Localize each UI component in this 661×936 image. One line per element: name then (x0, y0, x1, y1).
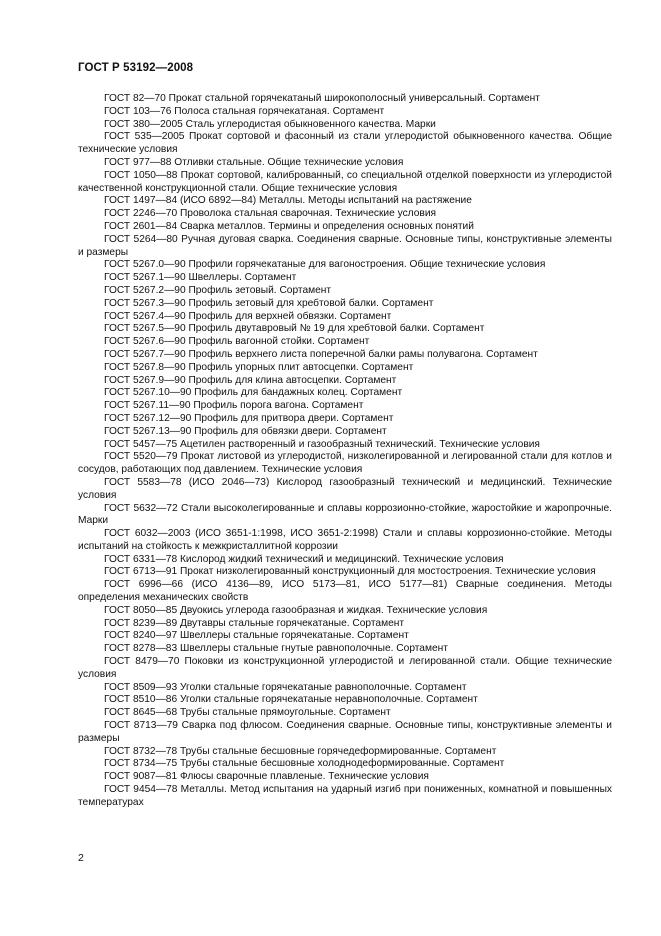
reference-item: ГОСТ 6996—66 (ИСО 4136—89, ИСО 5173—81, ИСО 5177—81) Сварные соединения. Методы определения механических свойств (78, 579, 612, 604)
reference-item: ГОСТ 5267.4—90 Профиль для верхней обвязки. Сортамент (104, 310, 392, 322)
reference-item: ГОСТ 5267.9—90 Профиль для клина автосцепки. Сортамент (104, 374, 397, 386)
reference-item: ГОСТ 9454—78 Металлы. Метод испытания на ударный изгиб при пониженных, комнатной и повышенных температурах (78, 784, 612, 808)
reference-item: ГОСТ 977—88 Отливки стальные. Общие технические условия (104, 156, 404, 168)
reference-item: ГОСТ 5583—78 (ИСО 2046—73) Кислород газообразный технический и медицинский. Технические условия (78, 476, 612, 501)
reference-item: ГОСТ 6331—78 Кислород жидкий технический и медицинский. Технические условия (104, 553, 504, 565)
reference-item: ГОСТ 8645—68 Трубы стальные прямоугольные. Сортамент (104, 707, 391, 719)
reference-item: ГОСТ 8239—89 Двутавры стальные горячекатаные. Сортамент (104, 617, 405, 629)
reference-item: ГОСТ 8509—93 Уголки стальные горячекатаные равнополочные. Сортамент (104, 681, 467, 693)
reference-item: ГОСТ 5267.5—90 Профиль двутавровый № 19 для хребтовой балки. Сортамент (104, 323, 485, 335)
page-number: 2 (78, 852, 84, 864)
reference-item: ГОСТ 1497—84 (ИСО 6892—84) Металлы. Методы испытаний на растяжение (104, 195, 472, 207)
document-header: ГОСТ Р 53192—2008 (78, 62, 194, 74)
reference-item: ГОСТ 8050—85 Двуокись углерода газообразная и жидкая. Технические условия (104, 604, 488, 616)
reference-item: ГОСТ 103—76 Полоса стальная горячекатаная. Сортамент (104, 105, 385, 117)
reference-item: ГОСТ 6032—2003 (ИСО 3651-1:1998, ИСО 3651-2:1998) Стали и сплавы коррозионно-стойкие. Методы испытаний на стойкость к межкристаллитной коррозии (78, 528, 612, 552)
reference-item: ГОСТ 8240—97 Швеллеры стальные горячекатаные. Сортамент (104, 630, 409, 642)
reference-item: ГОСТ 5632—72 Стали высоколегированные и сплавы коррозионно-стойкие, жаростойкие и жаропрочные. Марки (78, 502, 612, 527)
reference-item: ГОСТ 5267.3—90 Профиль зетовый для хребтовой балки. Сортамент (104, 297, 434, 309)
references-list (78, 93, 612, 810)
reference-item: ГОСТ 5267.2—90 Профиль зетовый. Сортамент (104, 284, 332, 296)
reference-item: ГОСТ 5267.6—90 Профиль вагонной стойки. Сортамент (104, 336, 370, 348)
reference-item: ГОСТ 5267.0—90 Профили горячекатаные для вагоностроения. Общие технические условия (104, 259, 546, 271)
reference-item: ГОСТ 9087—81 Флюсы сварочные плавленые. Технические условия (104, 771, 429, 783)
reference-item: ГОСТ 1050—88 Прокат сортовой, калиброванный, со специальной отделкой поверхности из углеродистой качественной конструкционной стали. Общие технические условия (78, 169, 612, 194)
reference-item: ГОСТ 5267.1—90 Швеллеры. Сортамент (104, 272, 297, 284)
reference-item: ГОСТ 5267.8—90 Профиль упорных плит автосцепки. Сортамент (104, 361, 414, 373)
reference-item: ГОСТ 82—70 Прокат стальной горячекатаный широкополосный универсальный. Сортамент (104, 93, 540, 104)
reference-item: ГОСТ 8510—86 Уголки стальные горячекатаные неравнополочные. Сортамент (104, 694, 478, 706)
reference-item: ГОСТ 2601—84 Сварка металлов. Термины и определения основных понятий (104, 220, 474, 232)
reference-item: ГОСТ 5457—75 Ацетилен растворенный и газообразный технический. Технические условия (104, 438, 540, 450)
reference-item: ГОСТ 6713—91 Прокат низколегированный конструкционный для мостостроения. Технические условия (104, 566, 596, 578)
reference-item: ГОСТ 5267.7—90 Профиль верхнего листа поперечной балки рамы полувагона. Сортамент (104, 348, 538, 360)
reference-item: ГОСТ 535—2005 Прокат сортовой и фасонный из стали углеродистой обыкновенного качества. Общие технические условия (78, 131, 612, 156)
reference-item: ГОСТ 380—2005 Сталь углеродистая обыкновенного качества. Марки (104, 118, 436, 130)
reference-item: ГОСТ 8479—70 Поковки из конструкционной углеродистой и легированной стали. Общие технические условия (78, 656, 612, 680)
reference-item: ГОСТ 8734—75 Трубы стальные бесшовные холоднодеформированные. Сортамент (104, 758, 505, 770)
reference-item: ГОСТ 8713—79 Сварка под флюсом. Соединения сварные. Основные типы, конструктивные элементы и размеры (78, 720, 612, 744)
reference-item: ГОСТ 5267.12—90 Профиль для притвора двери. Сортамент (104, 412, 394, 424)
reference-item: ГОСТ 5267.11—90 Профиль порога вагона. Сортамент (104, 400, 364, 412)
reference-item: ГОСТ 2246—70 Проволока стальная сварочная. Технические условия (104, 208, 437, 220)
reference-item: ГОСТ 5267.10—90 Профиль для бандажных колец. Сортамент (104, 387, 403, 399)
reference-item: ГОСТ 5264—80 Ручная дуговая сварка. Соединения сварные. Основные типы, конструктивные элементы и размеры (78, 233, 612, 258)
reference-item: ГОСТ 8732—78 Трубы стальные бесшовные горячедеформированные. Сортамент (104, 745, 497, 757)
reference-item: ГОСТ 5520—79 Прокат листовой из углеродистой, низколегированной и легированной стали для котлов и сосудов, работающих под давлением. Технические условия (78, 451, 612, 476)
reference-item: ГОСТ 8278—83 Швеллеры стальные гнутые равнополочные. Сортамент (104, 643, 448, 655)
reference-item: ГОСТ 5267.13—90 Профиль для обвязки двери. Сортамент (104, 425, 387, 437)
